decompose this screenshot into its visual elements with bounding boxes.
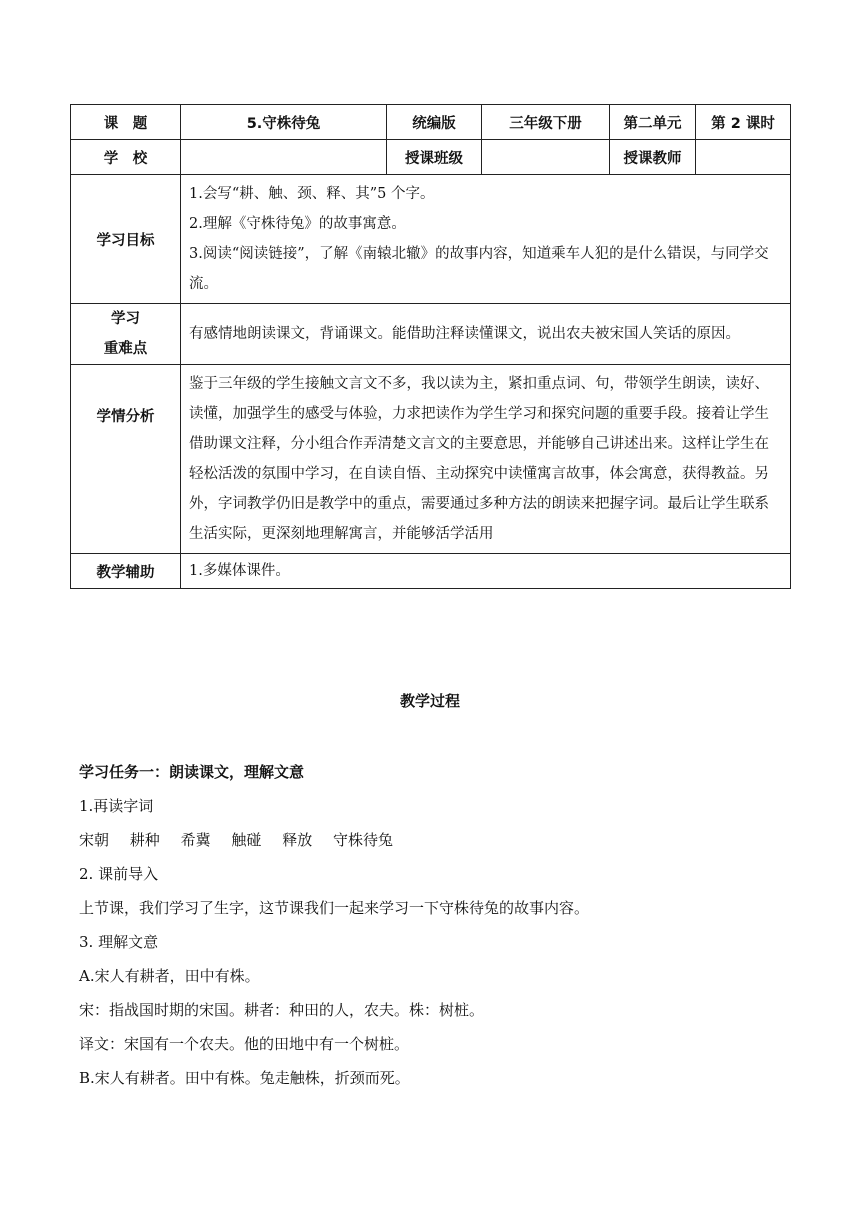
goal-item: 1.会写“耕、触、颈、释、其”5 个字。 [189, 186, 435, 202]
school-row [71, 140, 791, 175]
sentence-a-notes: 宋：指战国时期的宋国。耕者：种田的人，农夫。株：树桩。 [79, 1001, 485, 1019]
class-value [482, 140, 610, 175]
word-item: 守株待兔 [332, 831, 393, 849]
header-row [71, 105, 791, 140]
sentence-b: B.宋人有耕者。田中有株。兔走触株，折颈而死。 [79, 1069, 410, 1087]
goal-item: 3.阅读“阅读链接”，了解《南辕北辙》的故事内容，知道乘车人犯的是什么错误，与同学交流。 [189, 246, 769, 292]
step-understand: 3. 理解文意 [79, 933, 159, 951]
edition: 统编版 [387, 105, 482, 140]
process-body [79, 755, 799, 1095]
period: 第 2 课时 [696, 105, 791, 140]
analysis-row [71, 365, 791, 554]
key-points-label-line1: 学习 [111, 311, 140, 327]
analysis-text: 鉴于三年级的学生接触文言文不多，我以读为主，紧扣重点词、句，带领学生朗读，读好、读懂，加强学生的感受与体验，力求把读作为学生学习和探究问题的重要手段。接着让学生借助课文注释，分小组合作弄清楚文言文的主要意思，并能够自己讲述出来。这样让学生在轻松活泼的氛围中学习，在自读自悟、主动探究中读懂寓言故事，体会寓意，获得教益。另外，字词教学仍旧是教学中的重点，需要通过多种方法的朗读来把握字词。最后让学生联系生活实际，更深刻地理解寓言，并能够活学活用 [189, 376, 769, 542]
key-points-content [181, 304, 791, 365]
key-points-label-line2: 重难点 [103, 341, 148, 357]
goals-row [71, 175, 791, 304]
class-label: 授课班级 [387, 140, 482, 175]
goals-content [181, 175, 791, 304]
word-item: 宋朝 [79, 831, 110, 849]
goals-label: 学习目标 [71, 175, 181, 304]
key-points-row [71, 304, 791, 365]
aids-label: 教学辅助 [71, 554, 181, 589]
sentence-a-translation: 译文：宋国有一个农夫。他的田地中有一个树桩。 [79, 1035, 410, 1053]
lesson-plan-table [70, 104, 791, 589]
task-heading: 学习任务一：朗读课文，理解文意 [79, 763, 305, 781]
word-item: 触碰 [231, 831, 262, 849]
goal-item: 2.理解《守株待兔》的故事寓意。 [189, 216, 406, 232]
grade: 三年级下册 [482, 105, 610, 140]
sentence-a: A.宋人有耕者，田中有株。 [79, 967, 260, 985]
aids-row [71, 554, 791, 589]
word-item: 耕种 [129, 831, 160, 849]
lesson-title: 5.守株待兔 [181, 105, 387, 140]
analysis-label: 学情分析 [71, 365, 181, 554]
word-item: 希冀 [180, 831, 211, 849]
school-label: 学 校 [71, 140, 181, 175]
word-item: 释放 [282, 831, 313, 849]
intro-text: 上节课，我们学习了生字，这节课我们一起来学习一下守株待兔的故事内容。 [79, 899, 590, 917]
teacher-value [696, 140, 791, 175]
title-label: 课 题 [71, 105, 181, 140]
step-intro: 2. 课前导入 [79, 865, 159, 883]
step-reread-words: 1.再读字词 [79, 797, 154, 815]
key-points-label [71, 304, 181, 365]
process-heading: 教学过程 [399, 692, 460, 710]
school-value [181, 140, 387, 175]
word-list [79, 823, 799, 857]
teacher-label: 授课教师 [610, 140, 696, 175]
unit: 第二单元 [610, 105, 696, 140]
key-points-text: 有感情地朗读课文，背诵课文。能借助注释读懂课文，说出农夫被宋国人笑话的原因。 [189, 326, 740, 342]
analysis-content [181, 365, 791, 554]
aids-content: 1.多媒体课件。 [181, 554, 791, 589]
